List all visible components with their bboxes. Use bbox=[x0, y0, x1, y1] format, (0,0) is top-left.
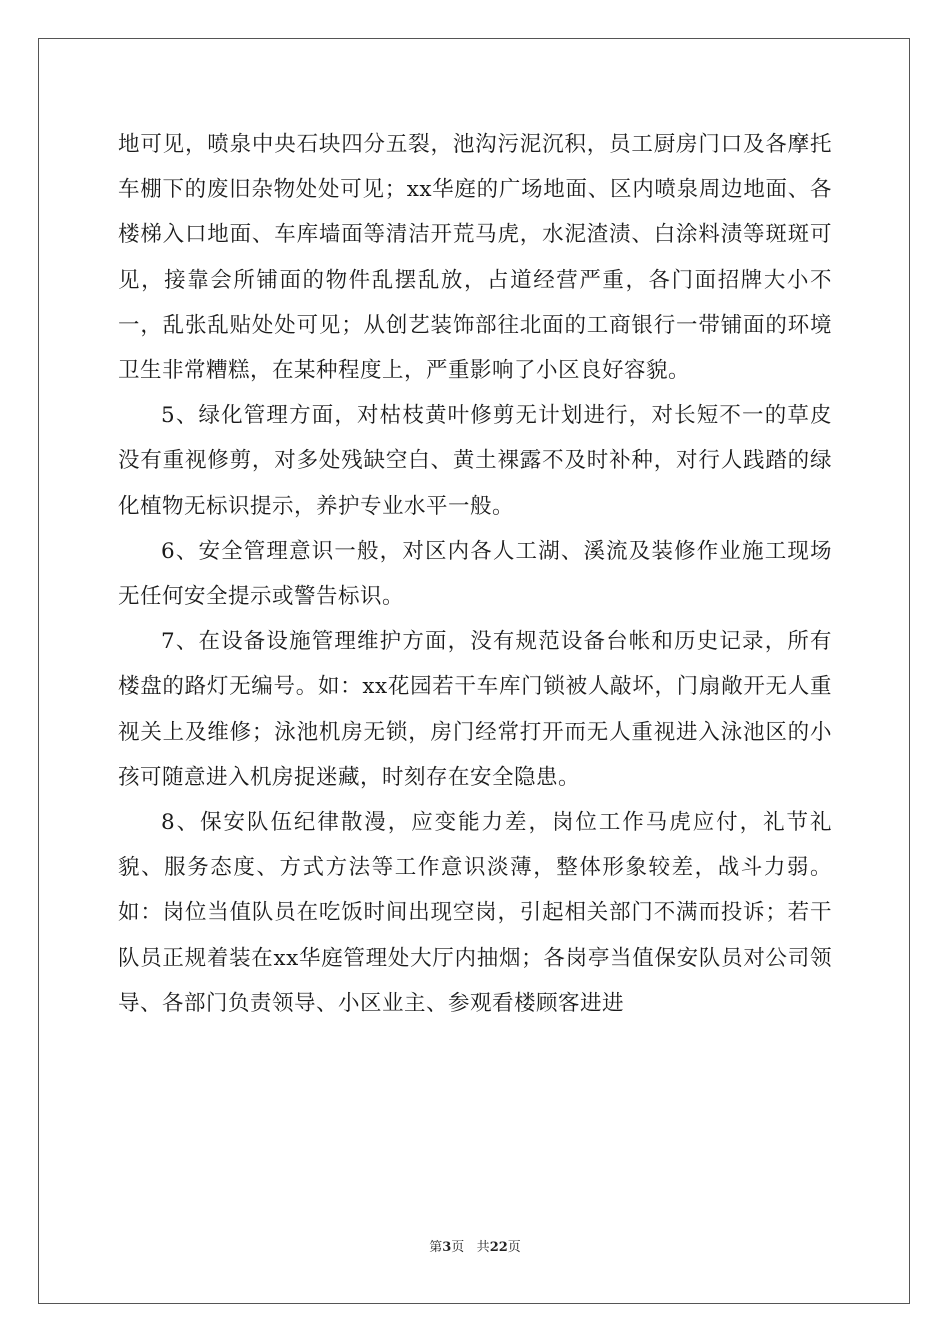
footer-total-pages: 22 bbox=[489, 1240, 508, 1255]
footer-prefix: 第 bbox=[429, 1240, 443, 1255]
page-footer bbox=[0, 1236, 950, 1255]
document-body bbox=[118, 122, 832, 1026]
paragraph-item-6: 6、安全管理意识一般，对区内各人工湖、溪流及装修作业施工现场无任何安全提示或警告标识。 bbox=[118, 538, 832, 610]
footer-total-suffix: 页 bbox=[507, 1240, 521, 1255]
paragraph-continuation: 地可见，喷泉中央石块四分五裂，池沟污泥沉积，员工厨房门口及各摩托车棚下的废旧杂物处处可见；xx华庭的广场地面、区内喷泉周边地面、各楼梯入口地面、车库墙面等清洁开荒马虎，水泥渣渍、白涂料渍等斑斑可见，接靠会所铺面的物件乱摆乱放，占道经营严重，各门面招牌大小不一，乱张乱贴处处可见；从创艺装饰部往北面的工商银行一带铺面的环境卫生非常糟糕，在某种程度上，严重影响了小区良好容貌。 bbox=[118, 132, 832, 384]
footer-total-prefix: 共 bbox=[476, 1240, 490, 1255]
paragraph-item-7: 7、在设备设施管理维护方面，没有规范设备台帐和历史记录，所有楼盘的路灯无编号。如：xx花园若干车库门锁被人敲坏，门扇敞开无人重视关上及维修；泳池机房无锁，房门经常打开而无人重视进入泳池区的小孩可随意进入机房捉迷藏，时刻存在安全隐患。 bbox=[118, 629, 832, 790]
paragraph-item-8: 8、保安队伍纪律散漫，应变能力差，岗位工作马虎应付，礼节礼貌、服务态度、方式方法等工作意识淡薄，整体形象较差，战斗力弱。如：岗位当值队员在吃饭时间出现空岗，引起相关部门不满而投诉；若干队员正规着装在xx华庭管理处大厅内抽烟；各岗亭当值保安队员对公司领导、各部门负责领导、小区业主、参观看楼顾客进进 bbox=[118, 810, 832, 1016]
paragraph-item-5: 5、绿化管理方面，对枯枝黄叶修剪无计划进行，对长短不一的草皮没有重视修剪，对多处残缺空白、黄土裸露不及时补种，对行人践踏的绿化植物无标识提示，养护专业水平一般。 bbox=[118, 403, 832, 519]
footer-page-number: 3 bbox=[442, 1240, 452, 1255]
footer-page-suffix: 页 bbox=[451, 1240, 465, 1255]
